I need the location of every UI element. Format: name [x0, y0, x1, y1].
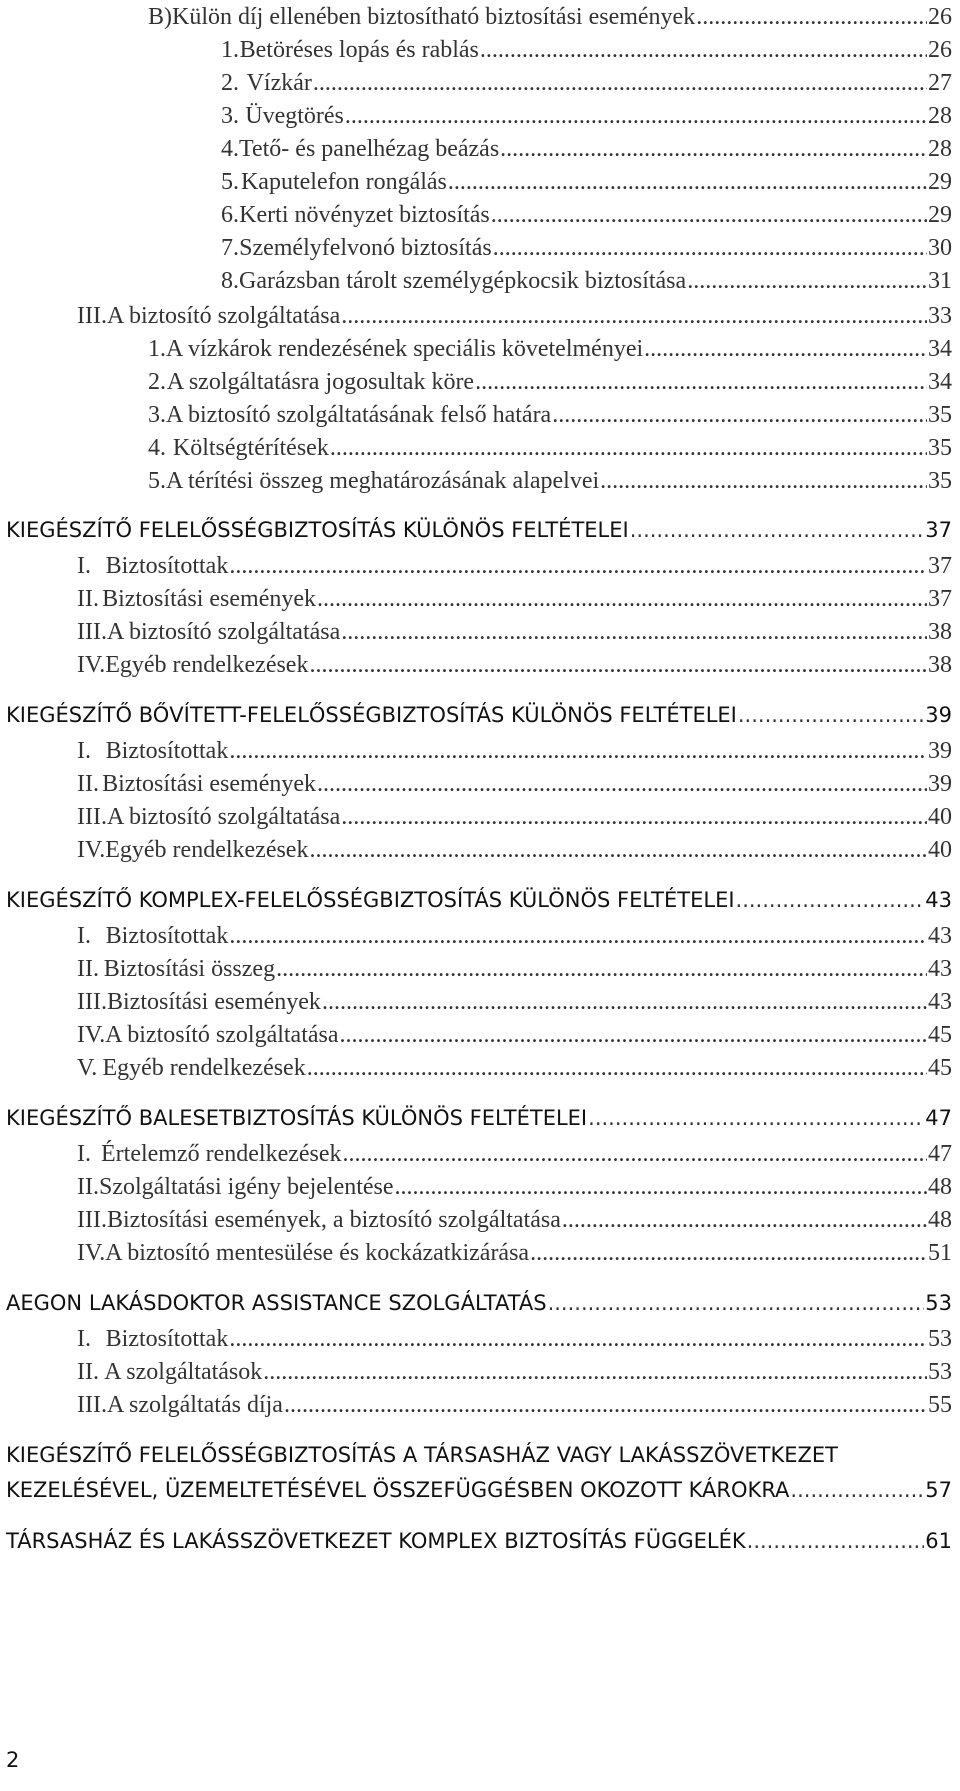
- section-number: III.: [77, 303, 107, 329]
- entry-title: A biztosító mentesülése és kockázatkizárása: [105, 1240, 530, 1266]
- toc-entry[interactable]: [77, 1207, 952, 1234]
- dot-leader: [341, 303, 927, 330]
- toc-entry[interactable]: [221, 37, 952, 64]
- toc-entry[interactable]: [221, 103, 952, 130]
- entry-page: 51: [928, 1240, 952, 1266]
- entry-title: Költségtérítések: [172, 435, 329, 461]
- dot-leader: [330, 435, 927, 462]
- toc-chapter[interactable]: [6, 1529, 952, 1553]
- dot-leader: [548, 1291, 925, 1315]
- entry-number: I.: [77, 923, 91, 949]
- entry-title: Betöréses lopás és rablás: [239, 37, 479, 63]
- toc-entry[interactable]: [221, 268, 952, 295]
- entry-page: 45: [928, 1055, 952, 1081]
- dot-leader: [588, 1106, 924, 1130]
- toc-entry-section-b[interactable]: [148, 4, 952, 31]
- toc-entry[interactable]: [148, 369, 952, 396]
- dot-leader: [340, 1022, 927, 1049]
- chapter-title: KIEGÉSZÍTŐ BALESETBIZTOSÍTÁS KÜLÖNÖS FELTÉTELEI: [6, 1106, 588, 1130]
- dot-leader: [276, 956, 927, 983]
- entry-number: III.: [77, 1392, 107, 1418]
- dot-leader: [317, 771, 927, 798]
- entry-number: 8.: [221, 268, 239, 294]
- entry-page: 35: [928, 402, 952, 428]
- toc-chapter[interactable]: [6, 1106, 952, 1130]
- entry-title: A térítési összeg meghatározásának alapelvei: [166, 468, 600, 494]
- entry-number: 1.: [221, 37, 239, 63]
- toc-entry[interactable]: [77, 804, 952, 831]
- toc-chapter[interactable]: [6, 1291, 952, 1315]
- section-letter: B): [148, 4, 172, 30]
- entry-title: A biztosító szolgáltatásának felső határa: [166, 402, 552, 428]
- entry-number: IV.: [77, 1022, 106, 1048]
- dot-leader: [475, 369, 927, 396]
- toc-entry[interactable]: [77, 989, 952, 1016]
- dot-leader: [736, 888, 925, 912]
- entry-page: 47: [928, 1141, 952, 1167]
- entry-title: Értelemző rendelkezések: [101, 1141, 342, 1167]
- chapter-page: 39: [925, 703, 952, 727]
- entry-number: 2.: [221, 70, 239, 96]
- entry-page: 34: [928, 336, 952, 362]
- entry-number: 3.: [221, 103, 239, 129]
- entry-title: Garázsban tárolt személygépkocsik biztosítása: [239, 268, 687, 294]
- entry-number: III.: [77, 804, 107, 830]
- dot-leader: [341, 804, 927, 831]
- chapter-title-line-1: KIEGÉSZÍTŐ FELELŐSSÉGBIZTOSÍTÁS A TÁRSASHÁZ VAGY LAKÁSSZÖVETKEZET: [6, 1443, 838, 1467]
- entry-title: Biztosítottak: [105, 738, 229, 764]
- dot-leader: [790, 1478, 924, 1502]
- dot-leader: [309, 652, 927, 679]
- entry-page: 31: [928, 268, 952, 294]
- dot-leader: [747, 1529, 925, 1553]
- entry-title: Egyéb rendelkezések: [105, 837, 309, 863]
- entry-page: 35: [928, 435, 952, 461]
- entry-page: 45: [928, 1022, 952, 1048]
- toc-entry[interactable]: [77, 1022, 952, 1049]
- entry-number: II.: [77, 1174, 99, 1200]
- chapter-title: KIEGÉSZÍTŐ KOMPLEX-FELELŐSSÉGBIZTOSÍTÁS KÜLÖNÖS FELTÉTELEI: [6, 888, 735, 912]
- toc-entry[interactable]: [77, 1392, 952, 1419]
- entry-page: 34: [928, 369, 952, 395]
- entry-title: Tető- és panelhézag beázás: [239, 136, 500, 162]
- toc-chapter-line-1[interactable]: [6, 1443, 952, 1467]
- chapter-page: 37: [925, 518, 952, 542]
- toc-entry[interactable]: [77, 1326, 952, 1353]
- chapter-page: 57: [925, 1478, 952, 1502]
- entry-page: 43: [928, 989, 952, 1015]
- dot-leader: [263, 1359, 927, 1386]
- toc-entry[interactable]: [77, 738, 952, 765]
- entry-title: A biztosító szolgáltatása: [105, 1022, 339, 1048]
- toc-entry[interactable]: [148, 336, 952, 363]
- entry-page: 53: [928, 1359, 952, 1385]
- toc-chapter-line-2[interactable]: [6, 1478, 952, 1502]
- entry-number: I.: [77, 738, 91, 764]
- toc-entry[interactable]: [77, 771, 952, 798]
- entry-number: II.: [77, 771, 99, 797]
- entry-page: 33: [928, 303, 952, 329]
- entry-page: 43: [928, 923, 952, 949]
- dot-leader: [284, 1392, 927, 1419]
- entry-number: I.: [77, 553, 91, 579]
- entry-title: Biztosítási események: [102, 586, 317, 612]
- entry-page: 26: [928, 37, 952, 63]
- dot-leader: [313, 70, 927, 97]
- dot-leader: [500, 136, 927, 163]
- entry-title: Biztosítási események: [102, 771, 317, 797]
- toc-entry[interactable]: [77, 586, 952, 613]
- toc-entry[interactable]: [77, 1240, 952, 1267]
- entry-title: Biztosítási események: [106, 989, 321, 1015]
- dot-leader: [480, 37, 927, 64]
- toc-entry[interactable]: [221, 202, 952, 229]
- toc-entry[interactable]: [77, 837, 952, 864]
- chapter-page: 61: [925, 1529, 952, 1553]
- entry-title: A szolgáltatás díja: [106, 1392, 283, 1418]
- entry-title: Kaputelefon rongálás: [240, 169, 447, 195]
- entry-number: II.: [77, 586, 99, 612]
- dot-leader: [491, 202, 927, 229]
- toc-entry[interactable]: [221, 235, 952, 262]
- chapter-title: TÁRSASHÁZ ÉS LAKÁSSZÖVETKEZET KOMPLEX BIZTOSÍTÁS FÜGGELÉK: [6, 1529, 746, 1553]
- chapter-title: AEGON LAKÁSDOKTOR ASSISTANCE SZOLGÁLTATÁS: [6, 1291, 547, 1315]
- toc-entry[interactable]: [77, 652, 952, 679]
- dot-leader: [530, 1240, 927, 1267]
- entry-page: 48: [928, 1207, 952, 1233]
- entry-number: II.: [77, 956, 99, 982]
- entry-page: 40: [928, 837, 952, 863]
- dot-leader: [738, 703, 924, 727]
- entry-title: Üvegtörés: [245, 103, 344, 129]
- dot-leader: [229, 553, 927, 580]
- entry-title: Biztosítási események, a biztosító szolgáltatása: [106, 1207, 561, 1233]
- toc-entry[interactable]: [77, 1141, 952, 1168]
- entry-page: 29: [928, 202, 952, 228]
- entry-page: 26: [928, 4, 952, 30]
- entry-number: IV.: [77, 1240, 106, 1266]
- toc-entry[interactable]: [77, 1359, 952, 1386]
- dot-leader: [229, 1326, 927, 1353]
- entry-number: 4.: [221, 136, 239, 162]
- toc-entry[interactable]: [77, 553, 952, 580]
- dot-leader: [229, 738, 927, 765]
- toc-entry[interactable]: [148, 435, 952, 462]
- entry-title: A biztosító szolgáltatása: [106, 303, 341, 329]
- entry-title: Szolgáltatási igény bejelentése: [98, 1174, 394, 1200]
- dot-leader: [317, 586, 927, 613]
- toc-entry[interactable]: [221, 136, 952, 163]
- entry-number: 4.: [148, 435, 166, 461]
- dot-leader: [395, 1174, 927, 1201]
- toc-entry[interactable]: [77, 923, 952, 950]
- entry-page: 37: [928, 586, 952, 612]
- entry-number: III.: [77, 989, 107, 1015]
- entry-page: 28: [928, 103, 952, 129]
- dot-leader: [307, 1055, 927, 1082]
- entry-title: A szolgáltatásra jogosultak köre: [166, 369, 475, 395]
- dot-leader: [687, 268, 927, 295]
- chapter-page: 53: [925, 1291, 952, 1315]
- entry-number: III.: [77, 619, 107, 645]
- toc-chapter[interactable]: [6, 518, 952, 542]
- entry-page: 38: [928, 652, 952, 678]
- toc-entry[interactable]: [221, 70, 952, 97]
- dot-leader: [600, 468, 927, 495]
- entry-number: 5.: [221, 169, 239, 195]
- toc-entry[interactable]: [77, 956, 952, 983]
- entry-page: 29: [928, 169, 952, 195]
- page-number: 2: [6, 1748, 20, 1772]
- toc-chapter[interactable]: [6, 703, 952, 727]
- entry-number: III.: [77, 1207, 107, 1233]
- entry-page: 48: [928, 1174, 952, 1200]
- entry-title: Biztosítottak: [105, 1326, 229, 1352]
- entry-page: 30: [928, 235, 952, 261]
- toc-entry[interactable]: [148, 468, 952, 495]
- entry-title: A vízkárok rendezésének speciális követelményei: [166, 336, 644, 362]
- entry-title: Kerti növényzet biztosítás: [239, 202, 490, 228]
- toc-entry-section-iii[interactable]: [77, 303, 952, 330]
- dot-leader: [696, 4, 927, 31]
- dot-leader: [341, 619, 927, 646]
- dot-leader: [229, 923, 927, 950]
- entry-title: Személyfelvonó biztosítás: [239, 235, 492, 261]
- chapter-page: 43: [925, 888, 952, 912]
- entry-page: 37: [928, 553, 952, 579]
- entry-page: 39: [928, 771, 952, 797]
- entry-number: II.: [77, 1359, 99, 1385]
- entry-page: 55: [928, 1392, 952, 1418]
- chapter-title-line-2: KEZELÉSÉVEL, ÜZEMELTETÉSÉVEL ÖSSZEFÜGGÉSBEN OKOZOTT KÁROKRA: [6, 1478, 790, 1502]
- entry-number: 5.: [148, 468, 166, 494]
- dot-leader: [630, 518, 925, 542]
- toc-entry[interactable]: [221, 169, 952, 196]
- entry-page: 27: [928, 70, 952, 96]
- entry-number: I.: [77, 1326, 91, 1352]
- toc-entry[interactable]: [77, 1055, 952, 1082]
- dot-leader: [552, 402, 927, 429]
- toc-entry[interactable]: [77, 1174, 952, 1201]
- chapter-title: KIEGÉSZÍTŐ BŐVÍTETT-FELELŐSSÉGBIZTOSÍTÁS KÜLÖNÖS FELTÉTELEI: [6, 703, 737, 727]
- entry-page: 39: [928, 738, 952, 764]
- entry-title: Külön díj ellenében biztosítható biztosítási események: [172, 4, 696, 30]
- entry-page: 40: [928, 804, 952, 830]
- entry-title: Egyéb rendelkezések: [102, 1055, 306, 1081]
- entry-title: A szolgáltatások: [104, 1359, 263, 1385]
- entry-page: 43: [928, 956, 952, 982]
- dot-leader: [343, 1141, 927, 1168]
- entry-page: 35: [928, 468, 952, 494]
- dot-leader: [309, 837, 927, 864]
- entry-title: Biztosítottak: [105, 553, 229, 579]
- entry-title: A biztosító szolgáltatása: [106, 619, 341, 645]
- dot-leader: [562, 1207, 927, 1234]
- entry-title: Egyéb rendelkezések: [105, 652, 309, 678]
- chapter-page: 47: [925, 1106, 952, 1130]
- entry-title: Vízkár: [246, 70, 312, 96]
- entry-page: 28: [928, 136, 952, 162]
- dot-leader: [644, 336, 927, 363]
- entry-number: IV.: [77, 652, 106, 678]
- entry-number: I.: [77, 1141, 91, 1167]
- toc-entry[interactable]: [77, 619, 952, 646]
- toc-chapter[interactable]: [6, 888, 952, 912]
- entry-number: 1.: [148, 336, 166, 362]
- entry-number: V.: [77, 1055, 98, 1081]
- entry-number: IV.: [77, 837, 106, 863]
- dot-leader: [448, 169, 927, 196]
- entry-number: 2.: [148, 369, 166, 395]
- dot-leader: [345, 103, 927, 130]
- entry-page: 53: [928, 1326, 952, 1352]
- toc-entry[interactable]: [148, 402, 952, 429]
- dot-leader: [493, 235, 927, 262]
- entry-title: A biztosító szolgáltatása: [106, 804, 341, 830]
- entry-number: 3.: [148, 402, 166, 428]
- entry-title: Biztosítottak: [105, 923, 229, 949]
- chapter-title: KIEGÉSZÍTŐ FELELŐSSÉGBIZTOSÍTÁS KÜLÖNÖS FELTÉTELEI: [6, 518, 629, 542]
- dot-leader: [322, 989, 927, 1016]
- entry-number: 6.: [221, 202, 239, 228]
- entry-page: 38: [928, 619, 952, 645]
- entry-number: 7.: [221, 235, 239, 261]
- entry-title: Biztosítási összeg: [103, 956, 276, 982]
